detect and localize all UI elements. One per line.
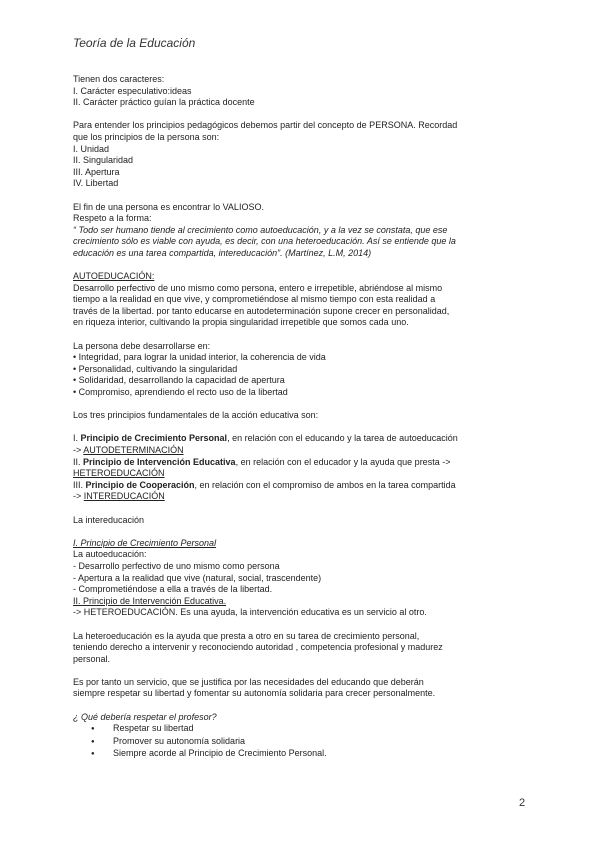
principio-intervencion-line: II. Principio de Intervención Educativa, en relación con el educador y la ayuda que presta -> [73,456,451,467]
heteroeducacion-line-2: teniendo derecho a intervenir y reconociendo autoridad , competencia profesional y madurez [73,642,443,653]
autodeterminacion-term: AUTODETERMINACIÓN [83,445,184,455]
principio-intervencion-name: Principio de Intervención Educativa [83,456,236,467]
principio-crecimiento-name: Principio de Crecimiento Personal [80,433,228,444]
intervencion-educativa-heading: II. Principio de Intervención Educativa. [73,595,227,606]
principio-cooperacion-name: Principio de Cooperación [85,479,195,490]
persona-intro-line-1: Para entender los principios pedagógicos debemos partir del concepto de PERSONA. Recordad [73,120,458,131]
detalle-autoeducacion: La autoeducación: [73,549,147,560]
servicio-line-1: Es por tanto un servicio, que se justifica por las necesidades del educando que deberán [73,676,424,687]
principio-apertura: III. Apertura [73,166,120,177]
heteroeducacion-line-1: La heteroeducación es la ayuda que presta a otro en su tarea de crecimiento personal, [73,630,420,641]
detalle-desarrollo: - Desarrollo perfectivo de uno mismo como persona [73,560,280,571]
intereducacion-line: -> INTEREDUCACIÓN [73,491,165,502]
autodeterminacion-line: -> AUTODETERMINACIÓN [73,445,184,455]
list-item: ● Promover su autonomía solidaria [91,736,528,749]
list-item: ● Respetar su libertad [91,723,528,736]
quote-line-3: educación es una tarea compartida, intereducación”. (Martínez, L.M, 2014) [73,247,372,258]
autoeducacion-line-3: través de la libertad. por tanto educarse en autodeterminación supone crecer en personalidad, [73,305,450,316]
detalle-compromiso: - Comprometiéndose a ella a través de la libertad. [73,584,273,595]
fin-persona: El fin de una persona es encontrar lo VALIOSO. [73,201,264,212]
intereducacion-heading: La intereducación [73,514,145,525]
profesor-question: ¿ Qué debería respetar el profesor? [73,711,217,722]
autoeducacion-line-1: Desarrollo perfectivo de uno mismo como persona, entero e irrepetible, abriéndose al mismo [73,282,443,293]
document-body [73,74,528,761]
crecimiento-personal-heading: I. Principio de Crecimiento Personal [73,537,217,548]
heteroeducacion-line-3: personal. [73,653,111,664]
principio-unidad: I. Unidad [73,143,110,154]
respeto-forma: Respeto a la forma: [73,213,152,224]
heteroeducacion-term: HETEROEDUCACIÓN [73,468,165,479]
persona-intro-line-2: que los principios de la persona son: [73,131,220,142]
principio-cooperacion-line: III. Principio de Cooperación, en relación con el compromiso de ambos en la tarea compartida [73,479,456,490]
caracter-practico: II. Carácter práctico guían la práctica docente [73,97,255,108]
quote-line-1: “ Todo ser humano tiende al crecimiento como autoeducación, y a la vez se constata, que ese [73,224,448,235]
principio-crecimiento-line: I. Principio de Crecimiento Personal, en relación con el educando y la tarea de autoeducación [73,433,458,444]
page-number: 2 [519,797,526,809]
autoeducacion-line-2: tiempo a la realidad en que vive, y comprometiéndose al mismo tiempo con esta realidad a [73,294,436,305]
caracteres-intro: Tienen dos caracteres: [73,74,165,84]
caracter-especulativo: I. Carácter especulativo:ideas [73,85,192,96]
desarrollo-compromiso: • Compromiso, aprendiendo el recto uso de la libertad [73,387,288,398]
intereducacion-term: INTEREDUCACIÓN [83,491,165,502]
quote-line-2: crecimiento sólo es viable con ayuda, es decir, con una heteroeducación. Así se entiende que la [73,236,456,247]
detalle-apertura: - Apertura a la realidad que vive (natural, social, trascendente) [73,572,322,583]
servicio-line-2: siempre respetar su libertad y fomentar su autonomía solidaria para crecer personalmente. [73,688,436,699]
principio-libertad: IV. Libertad [73,178,119,189]
desarrollarse-intro: La persona debe desarrollarse en: [73,340,211,351]
desarrollo-solidaridad: • Solidaridad, desarrollando la capacidad de apertura [73,375,285,386]
autoeducacion-heading: AUTOEDUCACIÓN: [73,271,155,282]
page-header-title: Teoría de la Educación [73,36,196,50]
list-item: ● Siempre acorde al Principio de Crecimiento Personal. [91,748,528,761]
profesor-list [73,723,528,761]
principio-singularidad: II. Singularidad [73,155,134,166]
desarrollo-integridad: • Integridad, para lograr la unidad interior, la coherencia de vida [73,352,326,363]
detalle-heteroeducacion: -> HETEROEDUCACIÓN. Es una ayuda, la intervención educativa es un servicio al otro. [73,607,427,618]
autoeducacion-line-4: en riqueza interior, cultivando la propia singularidad irrepetible que somos cada uno. [73,317,409,328]
desarrollo-personalidad: • Personalidad, cultivando la singularidad [73,363,238,374]
principios-intro: Los tres principios fundamentales de la acción educativa son: [73,410,319,421]
